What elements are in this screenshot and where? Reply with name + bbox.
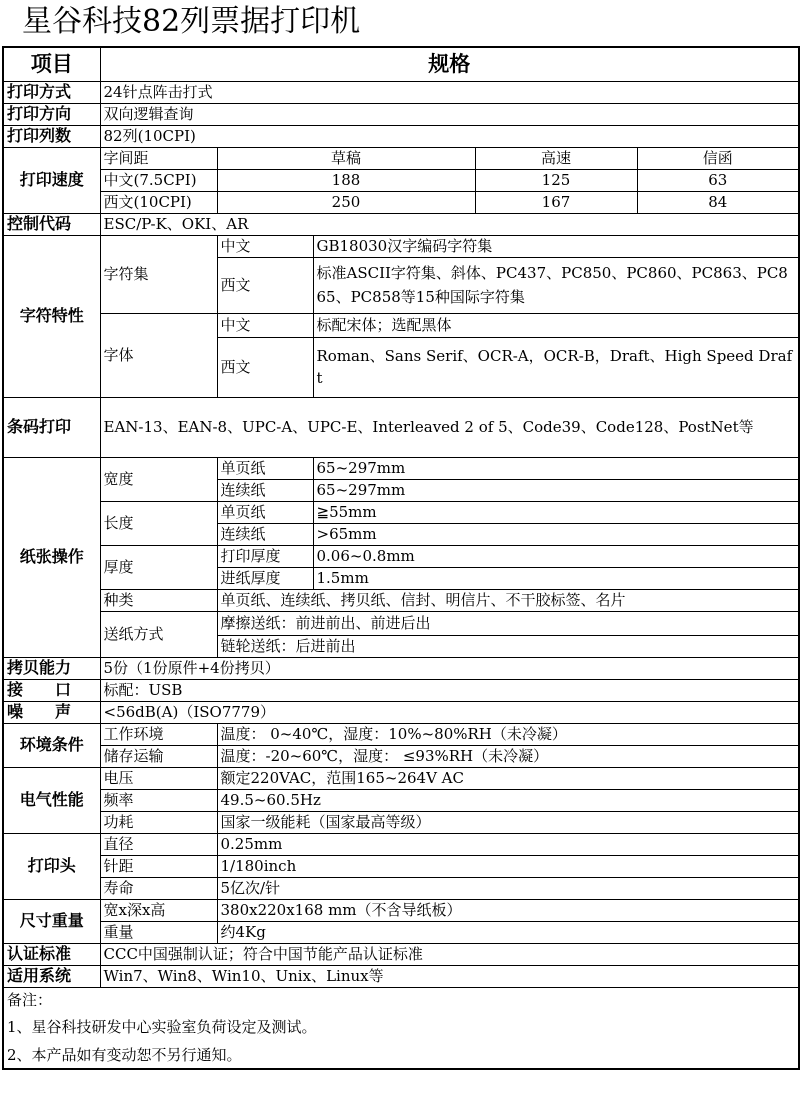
row-label: 接 口 xyxy=(3,679,100,701)
table-row xyxy=(3,147,799,169)
speed-cell: 188 xyxy=(217,169,475,191)
row-label: 打印头 xyxy=(3,833,100,899)
row-value: ESC/P-K、OKI、AR xyxy=(100,213,799,235)
row-value: 温度： 0~40℃，湿度：10%~80%RH（未冷凝） xyxy=(217,723,799,745)
sub-label: 工作环境 xyxy=(100,723,217,745)
row-value: EAN-13、EAN-8、UPC-A、UPC-E、Interleaved 2 of 5、Code39、Code128、PostNet等 xyxy=(100,397,799,457)
sub-label: 宽度 xyxy=(100,457,217,501)
notes-line: 2、本产品如有变动恕不另行通知。 xyxy=(7,1045,242,1064)
sub-label: 连续纸 xyxy=(217,479,313,501)
table-row xyxy=(3,679,799,701)
speed-cell: 250 xyxy=(217,191,475,213)
row-label: 适用系统 xyxy=(3,965,100,987)
table-row xyxy=(3,921,799,943)
speed-header-cell: 信函 xyxy=(637,147,799,169)
table-row xyxy=(3,457,799,479)
row-value: 标配：USB xyxy=(100,679,799,701)
sub-label: 进纸厚度 xyxy=(217,567,313,589)
sub-label: 针距 xyxy=(100,855,217,877)
notes-row xyxy=(3,1041,799,1069)
row-value: GB18030汉字编码字符集 xyxy=(313,235,799,257)
row-value: ≧55mm xyxy=(313,501,799,523)
speed-header-cell: 高速 xyxy=(475,147,637,169)
table-row xyxy=(3,657,799,679)
row-value: 额定220VAC，范围165~264V AC xyxy=(217,767,799,789)
row-value: 0.25mm xyxy=(217,833,799,855)
row-value: 380x220x168 mm（不含导纸板） xyxy=(217,899,799,921)
sub-label: 打印厚度 xyxy=(217,545,313,567)
row-label: 条码打印 xyxy=(3,397,100,457)
table-row xyxy=(3,103,799,125)
table-row xyxy=(3,545,799,567)
sub-label: 连续纸 xyxy=(217,523,313,545)
sub-label: 频率 xyxy=(100,789,217,811)
table-row xyxy=(3,169,799,191)
row-value: 国家一级能耗（国家最高等级） xyxy=(217,811,799,833)
sub-label: 字体 xyxy=(100,313,217,397)
page-title: 星谷科技82列票据打印机 xyxy=(22,4,361,39)
row-value: 5份（1份原件+4份拷贝） xyxy=(100,657,799,679)
speed-cell: 中文(7.5CPI) xyxy=(100,169,217,191)
row-value: Roman、Sans Serif、OCR-A，OCR-B，Draft、High Speed Draft xyxy=(313,337,799,397)
table-row xyxy=(3,313,799,337)
sub-label: 中文 xyxy=(217,235,313,257)
row-value: 1/180inch xyxy=(217,855,799,877)
sub-label: 寿命 xyxy=(100,877,217,899)
row-value: 标配宋体；选配黑体 xyxy=(313,313,799,337)
sub-label: 字符集 xyxy=(100,235,217,313)
sub-label: 单页纸 xyxy=(217,457,313,479)
table-row xyxy=(3,125,799,147)
sub-label: 西文 xyxy=(217,257,313,313)
row-label: 尺寸重量 xyxy=(3,899,100,943)
speed-cell: 63 xyxy=(637,169,799,191)
sub-label: 电压 xyxy=(100,767,217,789)
row-label: 打印方向 xyxy=(3,103,100,125)
speed-cell: 167 xyxy=(475,191,637,213)
table-row xyxy=(3,833,799,855)
sub-label: 长度 xyxy=(100,501,217,545)
row-value: 约4Kg xyxy=(217,921,799,943)
table-row xyxy=(3,501,799,523)
sub-label: 中文 xyxy=(217,313,313,337)
row-value: >65mm xyxy=(313,523,799,545)
sub-label: 西文 xyxy=(217,337,313,397)
row-value: 82列(10CPI) xyxy=(100,125,799,147)
row-label: 字符特性 xyxy=(3,235,100,397)
table-row xyxy=(3,213,799,235)
speed-cell: 84 xyxy=(637,191,799,213)
row-value: 摩擦送纸：前进前出、前进后出 xyxy=(217,611,799,635)
row-label: 纸张操作 xyxy=(3,457,100,657)
row-value: 1.5mm xyxy=(313,567,799,589)
row-value: 双向逻辑查询 xyxy=(100,103,799,125)
row-label: 打印速度 xyxy=(3,147,100,213)
table-row xyxy=(3,191,799,213)
row-label: 认证标准 xyxy=(3,943,100,965)
sub-label: 重量 xyxy=(100,921,217,943)
row-value: 链轮送纸：后进前出 xyxy=(217,635,799,657)
row-label: 环境条件 xyxy=(3,723,100,767)
sub-label: 直径 xyxy=(100,833,217,855)
row-value: 65~297mm xyxy=(313,457,799,479)
row-value: Win7、Win8、Win10、Unix、Linux等 xyxy=(100,965,799,987)
table-row xyxy=(3,943,799,965)
table-row xyxy=(3,767,799,789)
table-header-row xyxy=(3,47,799,81)
row-value: 0.06~0.8mm xyxy=(313,545,799,567)
row-label: 打印方式 xyxy=(3,81,100,103)
row-value: <56dB(A)（ISO7779） xyxy=(100,701,799,723)
sub-label: 储存运输 xyxy=(100,745,217,767)
table-row xyxy=(3,745,799,767)
table-row xyxy=(3,81,799,103)
table-row xyxy=(3,789,799,811)
row-label: 打印列数 xyxy=(3,125,100,147)
table-row xyxy=(3,877,799,899)
table-row xyxy=(3,235,799,257)
row-value: 24针点阵击打式 xyxy=(100,81,799,103)
row-value: CCC中国强制认证；符合中国节能产品认证标准 xyxy=(100,943,799,965)
row-value: 标准ASCII字符集、斜体、PC437、PC850、PC860、PC863、PC865、PC858等15种国际字符集 xyxy=(313,257,799,313)
table-row xyxy=(3,855,799,877)
table-row xyxy=(3,965,799,987)
table-row xyxy=(3,701,799,723)
row-value: 单页纸、连续纸、拷贝纸、信封、明信片、不干胶标签、名片 xyxy=(217,589,799,611)
speed-cell: 西文(10CPI) xyxy=(100,191,217,213)
notes-line: 1、星谷科技研发中心实验室负荷设定及测试。 xyxy=(7,1018,317,1036)
sub-label: 送纸方式 xyxy=(100,611,217,657)
row-label: 噪 声 xyxy=(3,701,100,723)
table-row xyxy=(3,397,799,457)
header-item: 项目 xyxy=(3,47,100,81)
table-row xyxy=(3,723,799,745)
notes-row xyxy=(3,987,799,1013)
sub-label: 单页纸 xyxy=(217,501,313,523)
sub-label: 种类 xyxy=(100,589,217,611)
row-value: 5亿次/针 xyxy=(217,877,799,899)
speed-header-cell: 字间距 xyxy=(100,147,217,169)
speed-header-cell: 草稿 xyxy=(217,147,475,169)
spec-table xyxy=(2,46,800,1070)
notes-row xyxy=(3,1013,799,1041)
row-label: 拷贝能力 xyxy=(3,657,100,679)
row-value: 温度：-20~60℃，湿度： ≤93%RH（未冷凝） xyxy=(217,745,799,767)
sub-label: 宽x深x高 xyxy=(100,899,217,921)
speed-cell: 125 xyxy=(475,169,637,191)
row-label: 电气性能 xyxy=(3,767,100,833)
table-row xyxy=(3,899,799,921)
table-row xyxy=(3,589,799,611)
row-value: 65~297mm xyxy=(313,479,799,501)
notes-heading: 备注： xyxy=(7,991,53,1010)
header-spec: 规格 xyxy=(100,47,799,81)
table-row xyxy=(3,611,799,635)
table-row xyxy=(3,811,799,833)
row-value: 49.5~60.5Hz xyxy=(217,789,799,811)
sub-label: 功耗 xyxy=(100,811,217,833)
row-label: 控制代码 xyxy=(3,213,100,235)
sub-label: 厚度 xyxy=(100,545,217,589)
